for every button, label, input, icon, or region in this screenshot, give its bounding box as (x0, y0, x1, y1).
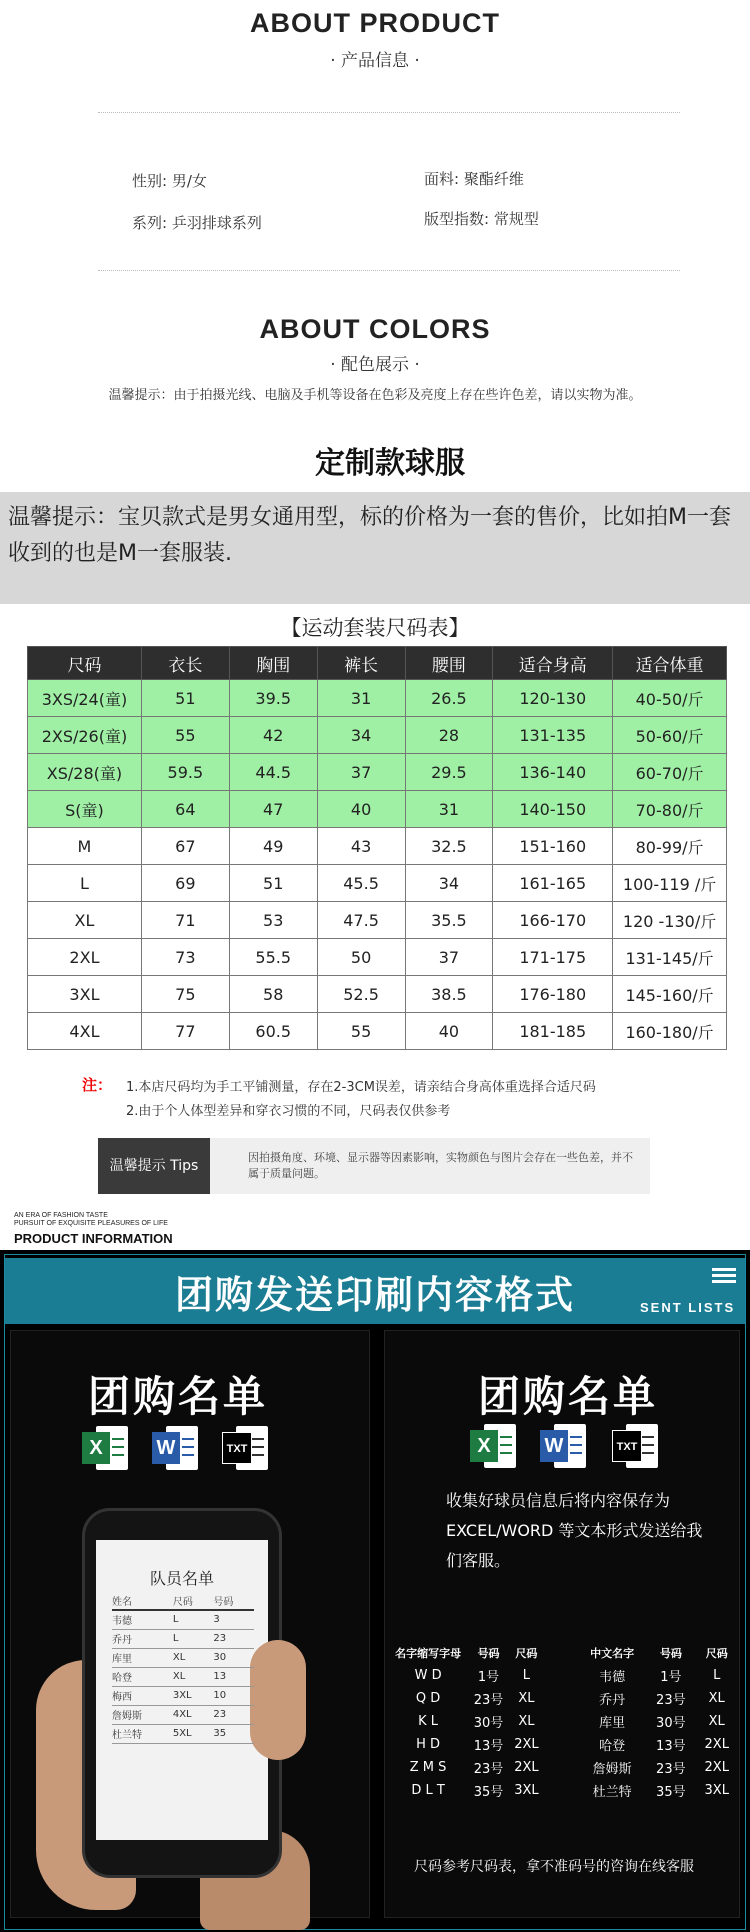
word-icon: W (540, 1424, 586, 1468)
cn-row (578, 1756, 738, 1779)
header-cell: 适合身高 (493, 647, 613, 680)
custom-title: 定制款球服 (315, 446, 465, 481)
table-cell: 77 (141, 1013, 229, 1050)
size-row (28, 791, 727, 828)
table-cell: 131-135 (493, 717, 613, 754)
excel-icon: X (470, 1424, 516, 1468)
cn-header: 中文名字 (590, 1647, 635, 1660)
abbr-row (388, 1664, 544, 1687)
table-cell: L (28, 865, 142, 902)
thumb-image (250, 1640, 306, 1760)
roster-row (112, 1686, 254, 1705)
table-cell: 55 (317, 1013, 405, 1050)
table-cell: 10 (213, 1686, 254, 1705)
table-cell: 44.5 (229, 754, 317, 791)
roster-row (112, 1724, 254, 1743)
table-cell: 乔丹 (599, 1693, 626, 1708)
table-cell: 23号 (656, 1693, 686, 1708)
table-cell: 30号 (656, 1716, 686, 1731)
table-cell: 50-60/斤 (613, 717, 727, 754)
table-cell: 100-119 /斤 (613, 865, 727, 902)
table-cell: 梅西 (112, 1686, 173, 1705)
header-cell: 适合体重 (613, 647, 727, 680)
tips-text: 因拍摄角度、环境、显示器等因素影响，实物颜色与图片会存在一些色差，并不属于质量问题。 (248, 1151, 633, 1180)
roster-row (112, 1629, 254, 1648)
header-cell: 胸围 (229, 647, 317, 680)
cn-row (578, 1687, 738, 1710)
roster-row (112, 1648, 254, 1667)
table-cell: L (522, 1668, 531, 1683)
table-cell: 2XS/26(童) (28, 717, 142, 754)
table-cell: 49 (229, 828, 317, 865)
table-cell: 韦德 (112, 1610, 173, 1629)
divider (98, 270, 680, 271)
table-cell: 23号 (473, 1693, 504, 1708)
table-cell: 23号 (473, 1762, 504, 1777)
table-cell: 杜兰特 (592, 1785, 632, 1800)
table-cell: 45.5 (317, 865, 405, 902)
table-cell: 23 (213, 1705, 254, 1724)
table-cell: 53 (229, 902, 317, 939)
table-cell: 55 (141, 717, 229, 754)
size-row (28, 902, 727, 939)
cn-row (578, 1779, 738, 1802)
table-cell: M (28, 828, 142, 865)
table-cell: XL (28, 902, 142, 939)
color-warning: 温馨提示：由于拍摄光线、电脑及手机等设备在色彩及亮度上存在些许色差，请以实物为准。 (108, 388, 642, 403)
tips-label: 温馨提示 Tips (98, 1138, 210, 1194)
about-product-title: ABOUT PRODUCT (250, 8, 500, 38)
table-cell: 80-99/斤 (613, 828, 727, 865)
table-cell: 26.5 (405, 680, 493, 717)
roster-title: 队员名单 (149, 1569, 214, 1588)
instructions-text: 收集好球员信息后将内容保存为EXCEL/WORD 等文本形式发送给我们客服。 (446, 1491, 703, 1570)
table-cell: Q D (415, 1691, 441, 1706)
about-colors-subtitle: · 配色展示 · (330, 355, 420, 375)
table-cell: 1号 (477, 1670, 500, 1685)
list-menu-icon (712, 1268, 736, 1290)
size-row (28, 976, 727, 1013)
tips-box (98, 1138, 650, 1194)
table-cell: XL (518, 1691, 535, 1706)
table-cell: 34 (317, 717, 405, 754)
roster-header: 姓名 (112, 1592, 173, 1610)
table-cell: 181-185 (493, 1013, 613, 1050)
table-cell: 70-80/斤 (613, 791, 727, 828)
notice-text: 温馨提示：宝贝款式是男女通用型，标的价格为一套的售价，比如拍M一套收到的也是M一套服装. (8, 505, 731, 566)
size-table-header (28, 647, 727, 680)
table-cell: XL (173, 1648, 214, 1667)
table-cell: 5XL (173, 1724, 214, 1743)
fabric-info: 面料: 聚酯纤维 (424, 170, 524, 188)
table-cell: 38.5 (405, 976, 493, 1013)
table-cell: Z M S (409, 1760, 447, 1775)
table-cell: 59.5 (141, 754, 229, 791)
table-cell: 67 (141, 828, 229, 865)
header-cell: 衣长 (141, 647, 229, 680)
table-cell: 120 -130/斤 (613, 902, 727, 939)
table-cell: 4XL (173, 1705, 214, 1724)
table-cell: K L (418, 1714, 439, 1729)
table-cell: 51 (229, 865, 317, 902)
table-cell: 3XL (514, 1783, 539, 1798)
size-row (28, 939, 727, 976)
txt-icon: TXT (612, 1424, 658, 1468)
product-info-heading: PRODUCT INFORMATION (14, 1231, 173, 1246)
series-info: 系列: 乒羽排球系列 (132, 214, 262, 232)
size-table (27, 646, 727, 1050)
table-cell: 40 (317, 791, 405, 828)
roster-row (112, 1610, 254, 1629)
table-cell: 42 (229, 717, 317, 754)
table-cell: XL (708, 1714, 725, 1729)
size-row (28, 680, 727, 717)
table-cell: 2XL (28, 939, 142, 976)
word-icon: W (152, 1426, 198, 1470)
table-cell: 39.5 (229, 680, 317, 717)
roster-row (112, 1705, 254, 1724)
table-cell: 2XL (704, 1737, 729, 1752)
table-cell: 140-150 (493, 791, 613, 828)
size-row (28, 865, 727, 902)
table-cell: 13号 (473, 1739, 504, 1754)
txt-icon: TXT (222, 1426, 268, 1470)
cn-row (578, 1733, 738, 1756)
abbr-name-table (388, 1642, 544, 1802)
roster-header: 号码 (213, 1592, 254, 1610)
table-cell: W D (414, 1668, 442, 1683)
table-cell: S(童) (28, 791, 142, 828)
abbr-row (388, 1687, 544, 1710)
bottom-note: 尺码参考尺码表，拿不准码号的咨询在线客服 (414, 1859, 694, 1875)
table-cell: 31 (405, 791, 493, 828)
gender-info: 性别: 男/女 (132, 172, 207, 190)
table-cell: 60-70/斤 (613, 754, 727, 791)
cn-header: 尺码 (705, 1647, 728, 1660)
divider (98, 112, 680, 113)
table-cell: 3XL (704, 1783, 729, 1798)
table-cell: D L T (411, 1783, 445, 1798)
table-cell: 43 (317, 828, 405, 865)
table-cell: 哈登 (599, 1739, 626, 1754)
table-cell: 69 (141, 865, 229, 902)
table-cell: 23号 (656, 1762, 686, 1777)
cn-row (578, 1710, 738, 1733)
table-cell: 23 (213, 1629, 254, 1648)
table-cell: 哈登 (112, 1667, 173, 1686)
table-cell: 乔丹 (112, 1629, 173, 1648)
table-cell: 145-160/斤 (613, 976, 727, 1013)
cn-name-table (578, 1642, 738, 1802)
group-purchase-title: 团购发送印刷内容格式 (174, 1273, 575, 1317)
table-cell: 161-165 (493, 865, 613, 902)
table-cell: 52.5 (317, 976, 405, 1013)
table-cell: 30号 (473, 1716, 504, 1731)
product-info-tagline-2: PURSUIT OF EXQUISITE PLEASURES OF LIFE (14, 1220, 168, 1227)
table-cell: 71 (141, 902, 229, 939)
roster-header: 尺码 (173, 1592, 214, 1610)
size-table-title: 【运动套装尺码表】 (280, 616, 470, 640)
table-cell: 2XL (514, 1737, 539, 1752)
cn-row (578, 1664, 738, 1687)
table-cell: 64 (141, 791, 229, 828)
table-cell: 31 (317, 680, 405, 717)
table-cell: XL (518, 1714, 535, 1729)
table-cell: 29.5 (405, 754, 493, 791)
table-cell: H D (416, 1737, 441, 1752)
about-product-subtitle: · 产品信息 · (330, 51, 420, 71)
abbr-header: 名字缩写字母 (395, 1647, 462, 1660)
about-colors-title: ABOUT COLORS (259, 314, 491, 344)
table-cell: 3 (213, 1610, 254, 1629)
table-cell: 詹姆斯 (112, 1705, 173, 1724)
table-cell: 136-140 (493, 754, 613, 791)
table-cell: 58 (229, 976, 317, 1013)
table-cell: 3XL (173, 1686, 214, 1705)
table-cell: 库里 (599, 1716, 626, 1731)
table-cell: 37 (317, 754, 405, 791)
table-cell: 166-170 (493, 902, 613, 939)
table-cell: 13 (213, 1667, 254, 1686)
note-line-2: 2.由于个人体型差异和穿衣习惯的不同，尺码表仅供参考 (126, 1104, 451, 1119)
product-info-tagline-1: AN ERA OF FASHION TASTE (14, 1212, 108, 1219)
abbr-row (388, 1756, 544, 1779)
table-cell: L (713, 1668, 721, 1683)
abbr-header: 尺码 (515, 1647, 538, 1660)
roster-table (112, 1592, 254, 1744)
table-cell: L (173, 1610, 214, 1629)
table-cell: XS/28(童) (28, 754, 142, 791)
table-cell: 40 (405, 1013, 493, 1050)
sent-lists-label: SENT LISTS (640, 1300, 736, 1315)
table-cell: 47.5 (317, 902, 405, 939)
abbr-row (388, 1710, 544, 1733)
table-cell: XL (173, 1667, 214, 1686)
excel-icon: X (82, 1426, 128, 1470)
table-cell: 13号 (656, 1739, 686, 1754)
table-cell: 160-180/斤 (613, 1013, 727, 1050)
table-cell: 杜兰特 (112, 1724, 173, 1743)
header-cell: 腰围 (405, 647, 493, 680)
table-cell: L (173, 1629, 214, 1648)
table-cell: 40-50/斤 (613, 680, 727, 717)
table-cell: XL (708, 1691, 725, 1706)
table-cell: 73 (141, 939, 229, 976)
table-cell: 50 (317, 939, 405, 976)
size-row (28, 754, 727, 791)
table-cell: 1号 (660, 1670, 682, 1685)
table-cell: 37 (405, 939, 493, 976)
right-panel-title: 团购名单 (478, 1372, 659, 1421)
table-cell: 131-145/斤 (613, 939, 727, 976)
left-panel-title: 团购名单 (88, 1372, 269, 1421)
table-cell: 2XL (704, 1760, 729, 1775)
note-line-1: 1.本店尺码均为手工平铺测量，存在2-3CM误差，请亲结合身高体重选择合适尺码 (126, 1080, 596, 1095)
table-cell: 47 (229, 791, 317, 828)
table-cell: 55.5 (229, 939, 317, 976)
size-row (28, 828, 727, 865)
table-cell: 詹姆斯 (592, 1762, 632, 1777)
table-cell: 176-180 (493, 976, 613, 1013)
roster-row (112, 1667, 254, 1686)
table-cell: 30 (213, 1648, 254, 1667)
cn-header: 号码 (659, 1647, 682, 1660)
table-cell: 35号 (656, 1785, 686, 1800)
table-cell: 韦德 (599, 1670, 626, 1685)
table-cell: 60.5 (229, 1013, 317, 1050)
note-label: 注： (82, 1076, 113, 1094)
table-cell: 2XL (514, 1760, 539, 1775)
table-cell: 35.5 (405, 902, 493, 939)
table-cell: 3XL (28, 976, 142, 1013)
table-cell: 151-160 (493, 828, 613, 865)
table-cell: 32.5 (405, 828, 493, 865)
table-cell: 35号 (473, 1785, 504, 1800)
header-cell: 裤长 (317, 647, 405, 680)
table-cell: 库里 (112, 1648, 173, 1667)
table-cell: 3XS/24(童) (28, 680, 142, 717)
table-cell: 4XL (28, 1013, 142, 1050)
abbr-row (388, 1733, 544, 1756)
table-cell: 75 (141, 976, 229, 1013)
table-cell: 35 (213, 1724, 254, 1743)
fit-info: 版型指数: 常规型 (424, 210, 539, 228)
table-cell: 34 (405, 865, 493, 902)
size-row (28, 717, 727, 754)
table-cell: 120-130 (493, 680, 613, 717)
header-cell: 尺码 (28, 647, 142, 680)
table-cell: 51 (141, 680, 229, 717)
abbr-row (388, 1779, 544, 1802)
table-cell: 171-175 (493, 939, 613, 976)
abbr-header: 号码 (477, 1647, 500, 1660)
table-cell: 28 (405, 717, 493, 754)
size-row (28, 1013, 727, 1050)
